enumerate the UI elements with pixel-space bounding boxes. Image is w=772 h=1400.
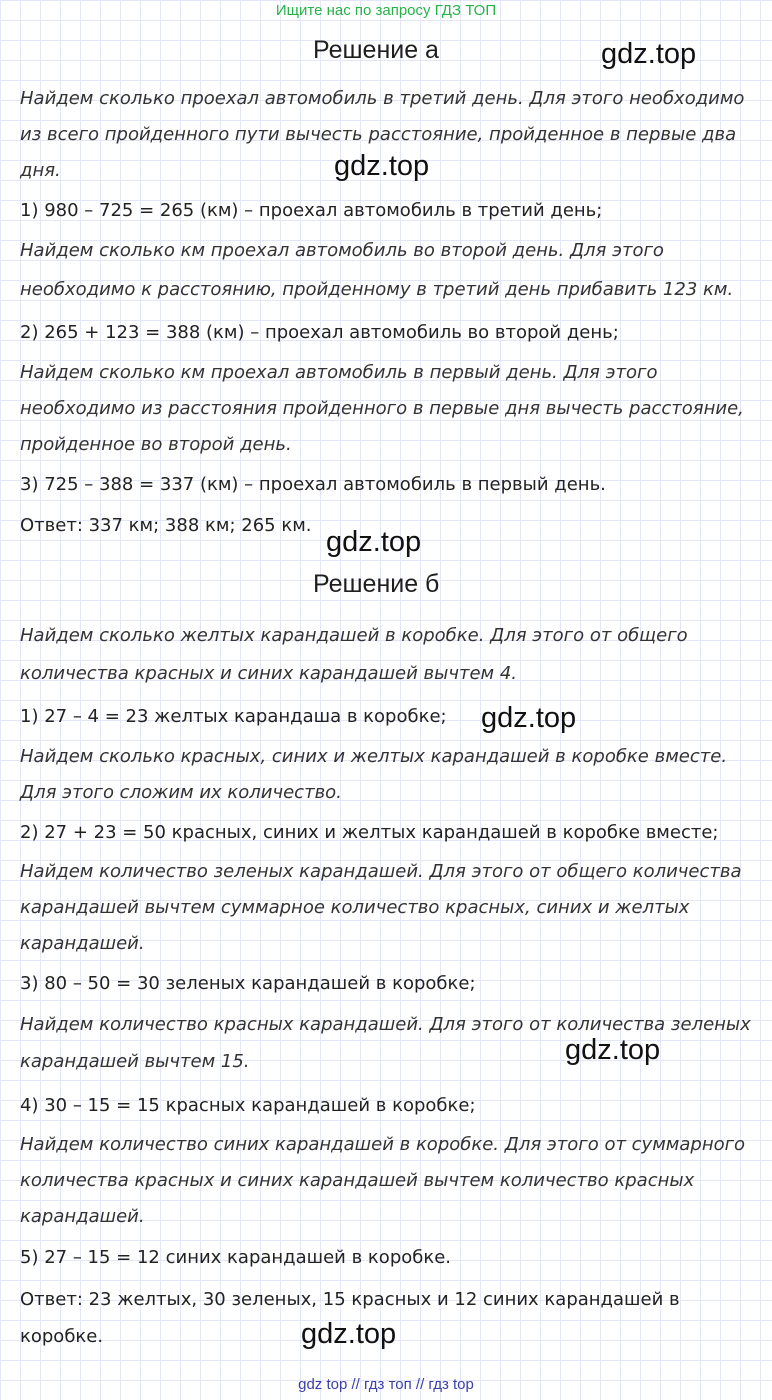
solution-b-line: Найдем количество красных карандашей. Для этого от количества зеленых — [20, 1014, 751, 1035]
footer-links: gdz top // гдз топ // гдз top — [298, 1376, 474, 1393]
solution-b-step-3: 3) 80 – 50 = 30 зеленых карандашей в коробке; — [20, 973, 476, 994]
watermark: gdz.top — [326, 526, 422, 558]
heading-solution-b: Решение б — [313, 570, 440, 598]
solution-a-answer: Ответ: 337 км; 388 км; 265 км. — [20, 515, 312, 536]
solution-b-step-1: 1) 27 – 4 = 23 желтых карандаша в коробке; — [20, 706, 447, 727]
solution-a-line: Найдем сколько км проехал автомобиль во второй день. Для этого — [20, 240, 664, 261]
watermark: gdz.top — [481, 702, 577, 734]
heading-solution-a: Решение а — [313, 36, 439, 64]
solution-b-line: карандашей вычтем суммарное количество красных, синих и желтых — [20, 897, 690, 918]
solution-a-line: Найдем сколько проехал автомобиль в третий день. Для этого необходимо — [20, 88, 745, 109]
solution-b-answer: коробке. — [20, 1326, 104, 1347]
solution-b-step-4: 4) 30 – 15 = 15 красных карандашей в коробке; — [20, 1095, 476, 1116]
solution-b-line: Для этого сложим их количество. — [20, 782, 342, 803]
solution-b-line: карандашей. — [20, 933, 145, 954]
solution-b-line: Найдем сколько красных, синих и желтых карандашей в коробке вместе. — [20, 746, 728, 767]
solution-a-line: дня. — [20, 160, 61, 181]
solution-a-step-1: 1) 980 – 725 = 265 (км) – проехал автомобиль в третий день; — [20, 200, 603, 221]
solution-b-line: карандашей вычтем 15. — [20, 1051, 250, 1072]
solution-b-line: количества красных и синих карандашей вычтем 4. — [20, 663, 518, 684]
solution-b-line: карандашей. — [20, 1206, 145, 1227]
solution-b-line: Найдем сколько желтых карандашей в коробке. Для этого от общего — [20, 625, 688, 646]
solution-b-answer: Ответ: 23 желтых, 30 зеленых, 15 красных и 12 синих карандашей в — [20, 1289, 680, 1310]
solution-a-line: необходимо к расстоянию, пройденному в третий день прибавить 123 км. — [20, 279, 734, 300]
solution-b-line: Найдем количество синих карандашей в коробке. Для этого от суммарного — [20, 1134, 746, 1155]
watermark: gdz.top — [334, 150, 430, 182]
solution-b-step-2: 2) 27 + 23 = 50 красных, синих и желтых карандашей в коробке вместе; — [20, 822, 719, 843]
solution-a-line: Найдем сколько км проехал автомобиль в первый день. Для этого — [20, 362, 658, 383]
solution-a-line: из всего пройденного пути вычесть расстояние, пройденное в первые два — [20, 124, 737, 145]
solution-b-step-5: 5) 27 – 15 = 12 синих карандашей в коробке. — [20, 1247, 452, 1268]
solution-a-line: пройденное во второй день. — [20, 434, 292, 455]
solution-a-step-2: 2) 265 + 123 = 388 (км) – проехал автомобиль во второй день; — [20, 322, 619, 343]
solution-a-line: необходимо из расстояния пройденного в первые дня вычесть расстояние, — [20, 398, 744, 419]
search-banner: Ищите нас по запросу ГДЗ ТОП — [275, 2, 497, 19]
watermark: gdz.top — [301, 1318, 397, 1350]
solution-b-line: количества красных и синих карандашей вычтем количество красных — [20, 1170, 695, 1191]
solution-a-step-3: 3) 725 – 388 = 337 (км) – проехал автомобиль в первый день. — [20, 474, 606, 495]
solution-b-line: Найдем количество зеленых карандашей. Для этого от общего количества — [20, 861, 742, 882]
watermark: gdz.top — [565, 1034, 661, 1066]
watermark: gdz.top — [601, 38, 697, 70]
